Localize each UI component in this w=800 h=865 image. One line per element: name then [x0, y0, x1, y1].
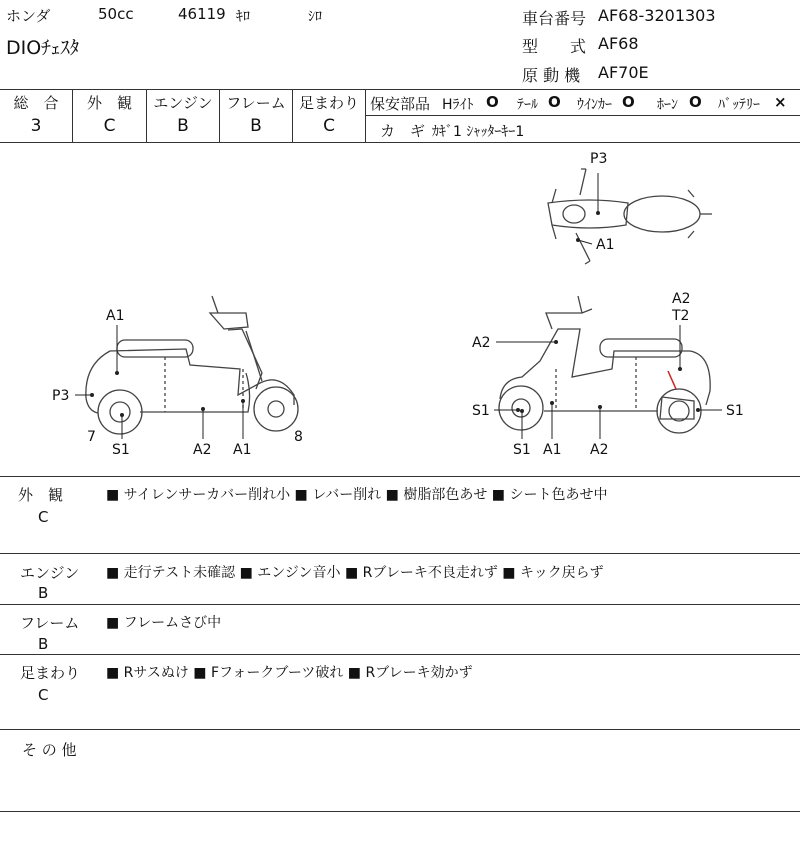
- maker: ホンダ: [6, 7, 51, 25]
- safety-status-winker: O: [622, 93, 635, 111]
- engine: AF70E: [598, 63, 649, 82]
- safety-status-tail: O: [548, 93, 561, 111]
- note-label-suspension: 足まわり: [20, 664, 81, 682]
- type-label: 型 式: [522, 37, 587, 56]
- divider: [0, 553, 800, 554]
- label-right-a2-top: A2: [672, 291, 691, 307]
- label-left-a1-top: A1: [106, 308, 125, 324]
- label-right-s1-right: S1: [726, 403, 744, 419]
- rating-suspension: C: [323, 116, 335, 136]
- note-label-engine: エンジン: [20, 564, 80, 582]
- note-grade-frame: B: [38, 635, 49, 653]
- safety-status-headlight: O: [486, 93, 499, 111]
- divider: [0, 604, 800, 605]
- divider: [0, 476, 800, 477]
- label-left-s1: S1: [112, 442, 130, 458]
- displacement: 50cc: [98, 5, 134, 23]
- label-right-s1-left: S1: [472, 403, 490, 419]
- divider: [0, 729, 800, 730]
- label-left-a2: A2: [193, 442, 212, 458]
- rating-engine: B: [177, 116, 189, 136]
- divider: [365, 115, 800, 116]
- safety-item-winker: ｳｲﾝｶｰ: [577, 97, 612, 113]
- engine-label: 原 動 機: [522, 66, 581, 85]
- safety-item-tail: ﾃｰﾙ: [517, 97, 538, 113]
- mileage-unit: ｷﾛ: [236, 9, 250, 25]
- label-right-a2-bottom: A2: [590, 442, 609, 458]
- label-top-p3: P3: [590, 151, 608, 167]
- key-label: カ ギ: [380, 122, 426, 140]
- note-text-suspension: ■ Rサスぬけ ■ Fフォークブーツ破れ ■ Rブレーキ効かず: [106, 665, 473, 681]
- label-right-s1-bottom: S1: [513, 442, 531, 458]
- rating-header-suspension: 足まわり: [298, 94, 359, 112]
- color: ｼﾛ: [308, 9, 322, 25]
- label-left-8: 8: [294, 429, 303, 445]
- label-left-a1-bottom: A1: [233, 442, 252, 458]
- damage-diagram: [0, 143, 800, 476]
- type: AF68: [598, 34, 639, 53]
- mileage: 46119: [178, 5, 226, 23]
- safety-status-battery: ×: [774, 93, 787, 111]
- rating-header-overall: 総 合: [13, 94, 59, 112]
- safety-item-battery: ﾊﾞｯﾃﾘｰ: [718, 97, 760, 113]
- safety-item-headlight: Hﾗｲﾄ: [442, 97, 474, 113]
- scooter-top-view-icon: [548, 169, 712, 264]
- note-grade-suspension: C: [38, 686, 49, 704]
- rating-exterior: C: [103, 116, 116, 136]
- key-text: ｶｷﾞ1 ｼｬｯﾀｰｷｰ1: [432, 124, 525, 140]
- note-text-exterior: ■ サイレンサーカバー削れ小 ■ レバー削れ ■ 樹脂部色あせ ■ シート色あせ中: [106, 487, 608, 503]
- rating-header-frame: フレーム: [226, 94, 286, 112]
- divider: [0, 89, 800, 90]
- divider: [365, 89, 366, 142]
- note-label-exterior: 外 観: [18, 486, 64, 504]
- rating-header-exterior: 外 観: [86, 94, 132, 112]
- model-name: DIOﾁｪｽﾀ: [6, 37, 80, 59]
- label-right-a1: A1: [543, 442, 562, 458]
- note-text-engine: ■ 走行テスト未確認 ■ エンジン音小 ■ Rブレーキ不良走れず ■ キック戻らず: [106, 565, 604, 581]
- safety-label: 保安部品: [370, 95, 431, 113]
- note-label-other: そ の 他: [22, 741, 77, 759]
- label-left-p3: P3: [52, 388, 70, 404]
- frame-no: AF68-3201303: [598, 6, 716, 25]
- rating-overall: 3: [30, 116, 42, 136]
- divider: [0, 654, 800, 655]
- note-label-frame: フレーム: [20, 614, 80, 632]
- note-grade-exterior: C: [38, 508, 49, 526]
- safety-status-horn: O: [689, 93, 702, 111]
- label-right-a2-left: A2: [472, 335, 491, 351]
- rating-frame: B: [250, 116, 262, 136]
- note-text-frame: ■ フレームさび中: [106, 615, 222, 631]
- rating-header-engine: エンジン: [153, 94, 213, 112]
- safety-item-horn: ﾎｰﾝ: [657, 97, 678, 113]
- label-top-a1: A1: [596, 237, 615, 253]
- label-right-t2: T2: [672, 308, 690, 324]
- label-left-7: 7: [87, 429, 96, 445]
- divider: [0, 811, 800, 812]
- note-grade-engine: B: [38, 584, 49, 602]
- frame-no-label: 車台番号: [522, 9, 587, 28]
